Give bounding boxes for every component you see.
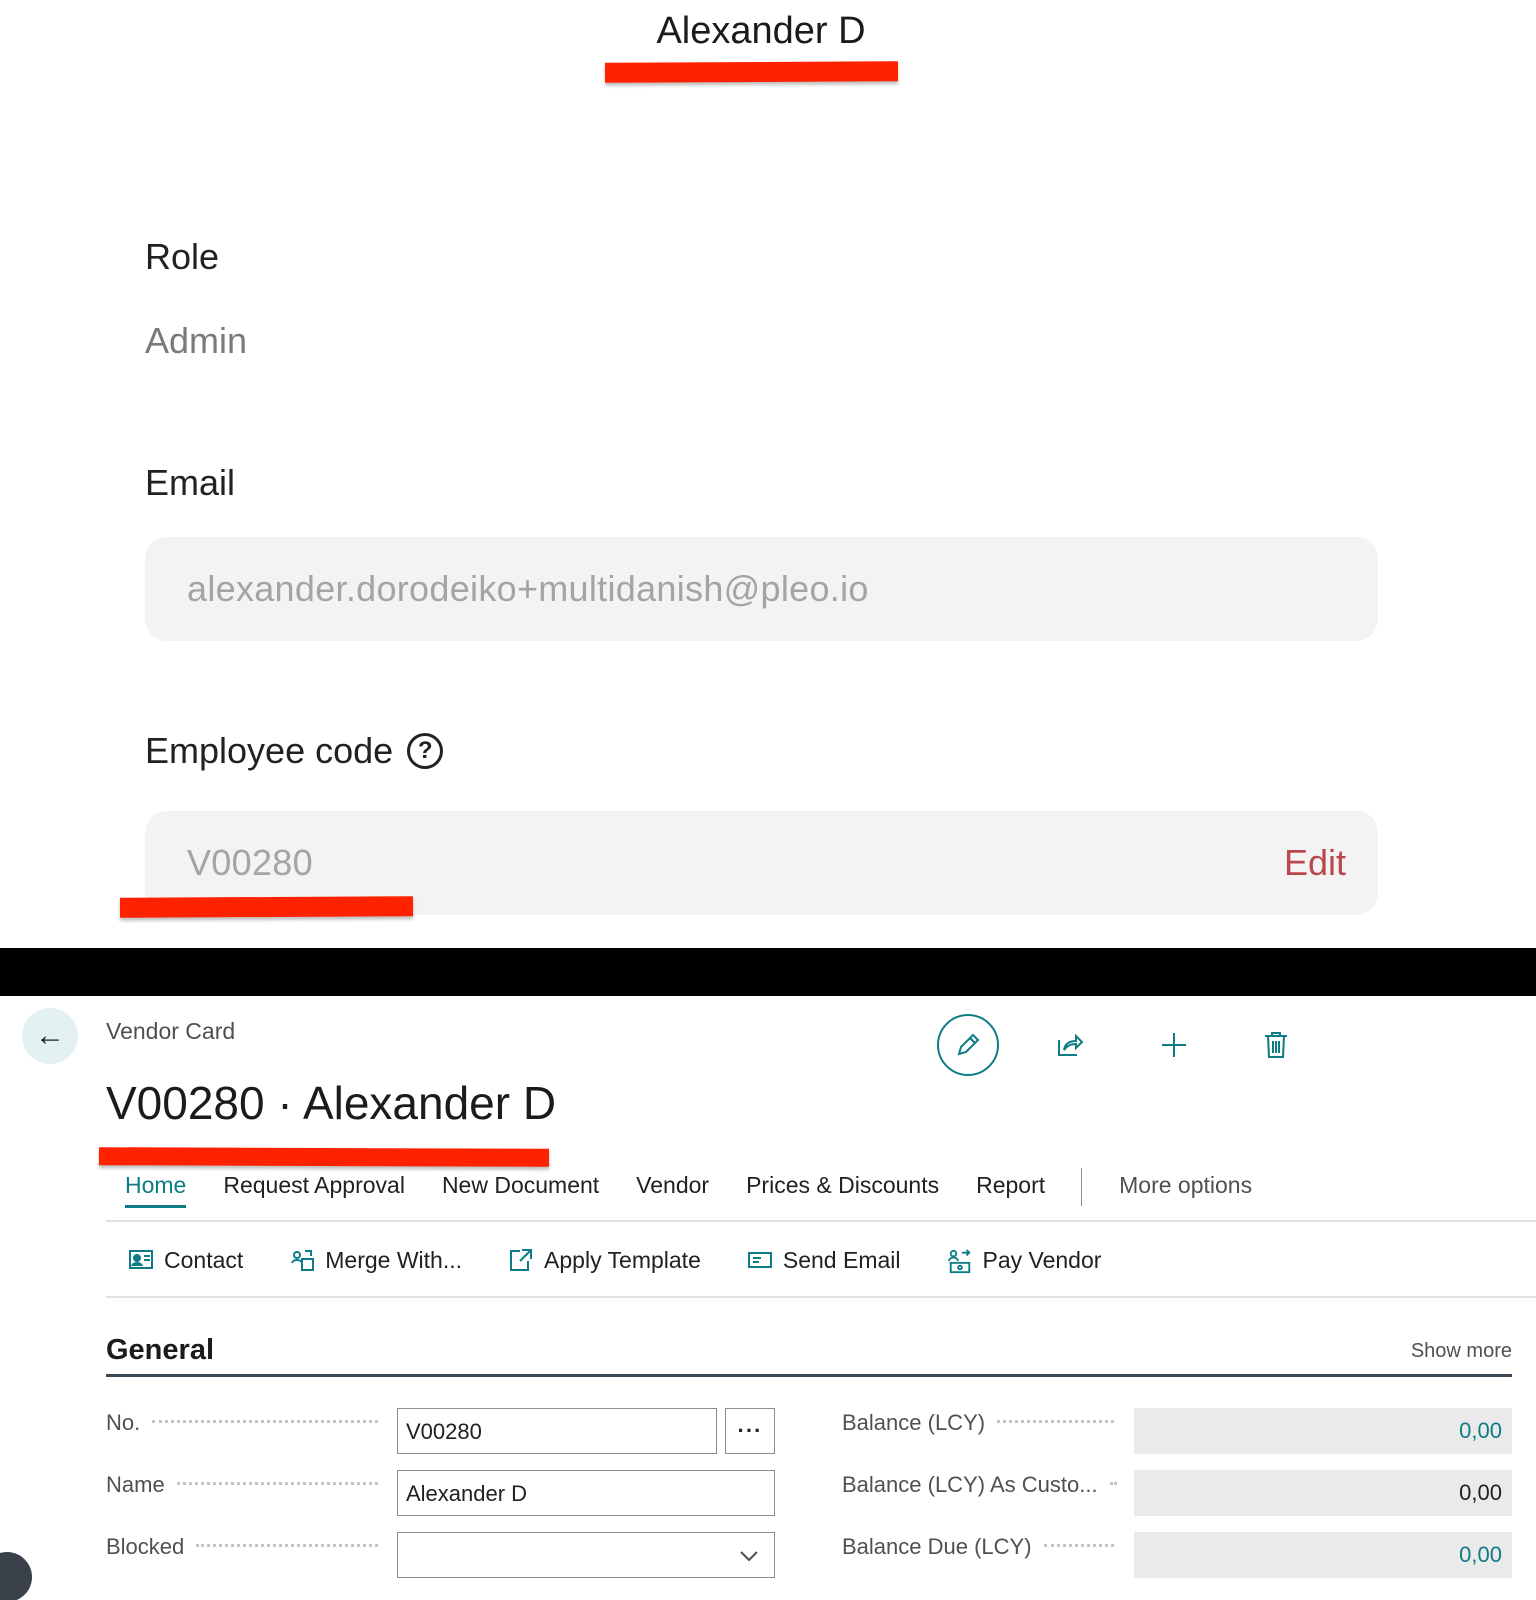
blocked-select[interactable] [397,1532,775,1578]
name-label-row [106,1472,378,1498]
name-input[interactable]: Alexander D [397,1470,775,1516]
annotation-underline-code [120,896,413,918]
balance-lcy-label: Balance (LCY) [842,1410,986,1435]
no-input[interactable]: V00280 [397,1408,717,1454]
balance-lcy-customer-label-row [842,1472,1114,1498]
balance-due-label-row [842,1534,1114,1560]
email-field [145,537,1378,641]
action-bar [106,1224,1536,1298]
pay-vendor-icon [947,1247,973,1273]
leader-dots [152,1420,378,1423]
pencil-edit-icon[interactable] [937,1014,999,1076]
question-circle-icon[interactable]: ? [407,733,443,769]
contact-card-icon [128,1247,154,1273]
tab-vendor[interactable]: Vendor [636,1172,710,1198]
leader-dots [997,1420,1114,1423]
no-label: No. [106,1410,141,1435]
edit-employee-code-button[interactable]: Edit [1283,842,1346,883]
more-options-button[interactable]: More options [1119,1172,1253,1198]
section-title-general: General [106,1334,214,1366]
tab-new-document[interactable]: New Document [441,1172,600,1198]
vendor-card-title: V00280 · Alexander D [106,1077,557,1129]
role-label: Role [145,236,220,277]
merge-with-label: Merge With... [325,1246,463,1273]
annotation-underline-title [99,1147,549,1167]
balance-due-value[interactable]: 0,00 [1134,1532,1512,1578]
plus-icon[interactable] [1143,1014,1205,1076]
chevron-down-icon [738,1545,760,1567]
balance-lcy-label-row [842,1410,1114,1436]
employee-code-value: V00280 [187,842,313,883]
send-email-action[interactable] [747,1247,901,1274]
balance-lcy-customer-value: 0,00 [1134,1470,1512,1516]
lookup-button[interactable]: ··· [725,1408,775,1454]
apply-template-icon [508,1247,534,1273]
apply-template-action[interactable] [508,1247,701,1274]
tab-separator [1081,1168,1082,1206]
role-value: Admin [145,320,248,361]
no-label-row [106,1410,378,1436]
contact-action[interactable] [128,1247,243,1274]
email-icon [747,1247,773,1273]
balance-due-label: Balance Due (LCY) [842,1534,1032,1559]
divider-band [0,948,1536,996]
leader-dots [1110,1482,1114,1485]
tab-report[interactable]: Report [976,1172,1046,1198]
leader-dots [177,1482,378,1485]
tab-home[interactable]: Home [125,1168,186,1208]
apply-template-label: Apply Template [544,1246,701,1273]
arrow-left-icon: ← [35,1019,65,1052]
vendor-card-panel [0,996,1536,1600]
contact-label: Contact [164,1246,244,1273]
employee-code-label: Employee code [145,730,394,771]
back-button[interactable] [22,1008,78,1064]
leader-dots [1044,1544,1114,1547]
email-label: Email [145,462,236,503]
balance-lcy-customer-label: Balance (LCY) As Custo... [842,1472,1098,1497]
pay-vendor-action[interactable] [947,1247,1102,1274]
share-icon[interactable] [1039,1014,1101,1076]
leader-dots [196,1544,378,1547]
employee-code-label-row [145,730,443,772]
annotation-underline-name [605,61,898,83]
page-caption: Vendor Card [106,1018,236,1044]
section-divider [106,1374,1512,1377]
send-email-label: Send Email [782,1246,901,1273]
show-more-link[interactable]: Show more [1410,1340,1512,1362]
employee-name: Alexander D [656,10,866,52]
tab-bar [106,1168,1536,1222]
merge-icon [289,1247,315,1273]
merge-with-action[interactable] [289,1247,462,1274]
name-label: Name [106,1472,165,1497]
tab-prices-discounts[interactable]: Prices & Discounts [746,1172,940,1198]
blocked-label: Blocked [106,1534,185,1559]
balance-lcy-value[interactable]: 0,00 [1134,1408,1512,1454]
tab-request-approval[interactable]: Request Approval [223,1172,405,1198]
blocked-label-row [106,1534,378,1560]
email-value: alexander.dorodeiko+multidanish@pleo.io [187,568,869,609]
trash-icon[interactable] [1245,1014,1307,1076]
pay-vendor-label: Pay Vendor [982,1246,1102,1273]
